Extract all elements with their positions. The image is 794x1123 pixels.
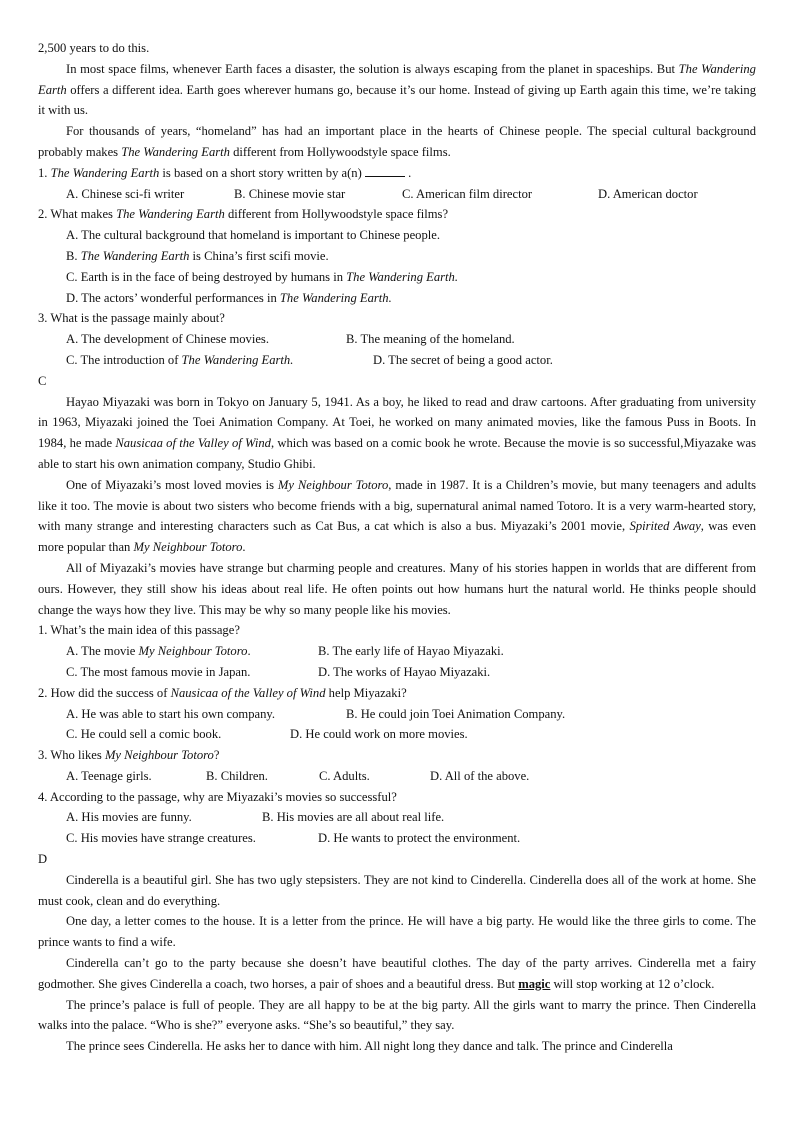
passage-c-paragraph-1: Hayao Miyazaki was born in Tokyo on January 5, 1941. As a boy, he liked to read and draw cartoons. After graduating from university in 1963, Miyazaki joined the Toei Animation Company. At Toei, he worked on many animated movies, like the famous Puss in Boots. In 1984, he made Nausicaa of the Valley of Wind, which was based on a comic book he wrote. Because the movie is so successful,Miyazake was able to start his own animation company, Studio Ghibi. <box>38 394 756 471</box>
passage-d-paragraph-3: Cinderella can’t go to the party because she doesn’t have beautiful clothes. The day of the party arrives. Cinderella met a fairy godmother. She gives Cinderella a coach, two horses, a pair of shoes and a beautiful dress. But magic will stop working at 12 o’clock. <box>38 956 756 991</box>
passage-b-paragraph-2: For thousands of years, “homeland” has had an important place in the hearts of Chinese people. The special cultural background probably makes The Wandering Earth different from Hollywoodstyle space films. <box>38 124 756 159</box>
option: C. Earth is in the face of being destroyed by humans in The Wandering Earth. <box>66 269 458 284</box>
passage-c-paragraph-2: One of Miyazaki’s most loved movies is My Neighbour Totoro, made in 1987. It is a Children’s movie, but many teenagers and adults like it too. The movie is about two sisters who become friends with a big, supernatural animal named Totoro. It is a very warm-hearted story, with many strange and interesting characters such as Cat Bus, a cat which is also a bus. Miyazaki’s 2001 movie, Spirited Away, was even more popular than My Neighbour Totoro. <box>38 477 756 555</box>
magic-keyword: magic <box>518 976 551 991</box>
section-c-label: C <box>38 373 47 388</box>
question-c4-options-row1 <box>38 807 756 828</box>
option: B. The early life of Hayao Miyazaki. <box>318 644 504 659</box>
option: D. The works of Hayao Miyazaki. <box>318 664 491 679</box>
answer-blank <box>365 164 405 177</box>
option: C. Adults. <box>319 768 370 783</box>
option: D. All of the above. <box>430 768 530 783</box>
question-b1-options <box>38 184 756 205</box>
option: D. He wants to protect the environment. <box>318 831 521 846</box>
option: B. The meaning of the homeland. <box>346 332 515 347</box>
question-c2-options-row2 <box>38 724 756 745</box>
passage-d-paragraph-4: The prince’s palace is full of people. They are all happy to be at the big party. All the girls want to marry the prince. Then Cinderella walks into the palace. “Who is she?” everyone asks. “She’s so beautiful,” they say. <box>38 997 756 1033</box>
question-c1-options-row2 <box>38 662 756 683</box>
option: B. He could join Toei Animation Company. <box>346 706 566 721</box>
option: B. Children. <box>206 768 268 783</box>
option: A. Teenage girls. <box>66 768 152 783</box>
worksheet-page <box>38 38 756 1057</box>
question-c1: 1. What’s the main idea of this passage? <box>38 623 240 638</box>
option: C. The introduction of The Wandering Earth. <box>66 352 294 367</box>
question-c4: 4. According to the passage, why are Miyazaki’s movies so successful? <box>38 789 397 804</box>
passage-b-last-line: 2,500 years to do this. <box>38 41 150 55</box>
section-d-label: D <box>38 852 48 867</box>
question-c1-options-row1 <box>38 641 756 662</box>
passage-d-paragraph-1: Cinderella is a beautiful girl. She has two ugly stepsisters. They are not kind to Cinderella. Cinderella does all of the work at home. She must cook, clean and do everything. <box>38 872 756 908</box>
question-c3-options <box>38 766 756 787</box>
passage-d-paragraph-5: The prince sees Cinderella. He asks her to dance with him. All night long they dance and talk. The prince and Cinderella <box>66 1039 673 1054</box>
option: C. He could sell a comic book. <box>66 727 222 742</box>
option: C. His movies have strange creatures. <box>66 831 256 846</box>
option: D. He could work on more movies. <box>290 727 468 742</box>
question-b2: 2. What makes The Wandering Earth different from Hollywoodstyle space films? <box>38 207 449 222</box>
option: A. The development of Chinese movies. <box>66 332 269 347</box>
option: C. The most famous movie in Japan. <box>66 664 251 679</box>
option: B. His movies are all about real life. <box>262 810 445 825</box>
question-b3-options-row1 <box>38 329 756 350</box>
question-c3: 3. Who likes My Neighbour Totoro? <box>38 748 220 763</box>
question-c2-options-row1 <box>38 704 756 725</box>
question-b1: 1. The Wandering Earth is based on a short story written by a(n) . <box>38 165 412 180</box>
option: A. Chinese sci-fi writer <box>66 186 185 201</box>
question-b3-options-row2 <box>38 350 756 371</box>
option: D. The actors’ wonderful performances in The Wandering Earth. <box>66 290 392 305</box>
option: A. He was able to start his own company. <box>66 706 276 721</box>
option: D. The secret of being a good actor. <box>373 352 553 367</box>
option: A. The movie My Neighbour Totoro. <box>66 644 251 659</box>
question-b3: 3. What is the passage mainly about? <box>38 311 225 326</box>
option: A. His movies are funny. <box>66 810 192 825</box>
option: A. The cultural background that homeland is important to Chinese people. <box>66 228 440 243</box>
option: D. American doctor <box>598 186 698 201</box>
passage-b-paragraph-1: In most space films, whenever Earth faces a disaster, the solution is always escaping from the planet in spaceships. But The Wandering Earth offers a different idea. Earth goes wherever humans go, because it’s our home. Instead of giving up Earth again this time, we’re taking it with us. <box>38 61 756 118</box>
question-c2: 2. How did the success of Nausicaa of the Valley of Wind help Miyazaki? <box>38 685 407 700</box>
option: B. The Wandering Earth is China’s first scifi movie. <box>66 248 329 263</box>
passage-d-paragraph-2: One day, a letter comes to the house. It is a letter from the prince. He will have a big party. He would like the three girls to come. The prince wants to find a wife. <box>38 914 756 950</box>
option: C. American film director <box>402 186 533 201</box>
question-c4-options-row2 <box>38 828 756 849</box>
passage-c-paragraph-3: All of Miyazaki’s movies have strange but charming people and creatures. Many of his stories happen in worlds that are different from ours. However, they still show his ideas about real life. He often points out how humans hurt the natural world. He thinks people should change the ways how they live. This may be why so many people like his movies. <box>38 560 756 617</box>
option: B. Chinese movie star <box>234 186 346 201</box>
